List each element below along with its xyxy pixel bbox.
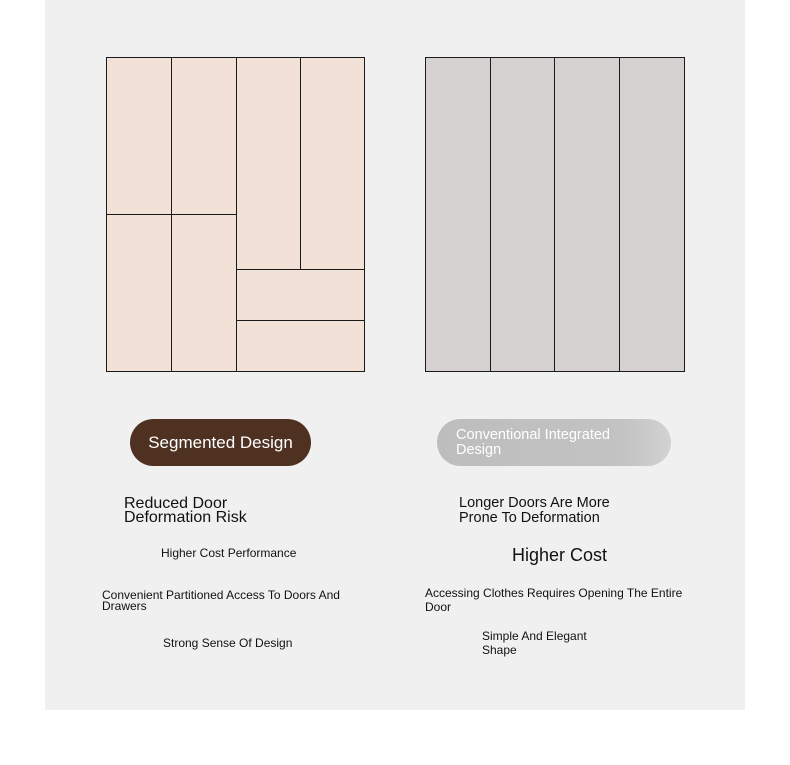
conventional-button-label: Conventional Integrated Design (456, 426, 610, 458)
wardrobe-door (236, 57, 302, 270)
wardrobe-door (171, 57, 237, 215)
feature-opening-entire-door: Accessing Clothes Requires Opening The Entire Door (425, 586, 683, 614)
segmented-design-button[interactable]: Segmented Design (130, 419, 311, 466)
conventional-integrated-design-button[interactable] (437, 419, 671, 466)
wardrobe-door (106, 214, 172, 372)
wardrobe-door (171, 214, 237, 372)
wardrobe-door (619, 57, 685, 372)
wardrobe-door (490, 57, 556, 372)
wardrobe-drawer (236, 269, 365, 321)
wardrobe-door (554, 57, 620, 372)
wardrobe-door (425, 57, 491, 372)
feature-simple-elegant-shape: Simple And Elegant Shape (482, 629, 587, 657)
wardrobe-door (300, 57, 365, 270)
feature-higher-cost: Higher Cost (512, 545, 608, 565)
feature-higher-cost-performance: Higher Cost Performance (161, 546, 297, 560)
feature-sense-of-design: Strong Sense Of Design (163, 636, 293, 650)
feature-longer-doors-deformation: Longer Doors Are More Prone To Deformation (459, 495, 610, 526)
feature-partitioned-access: Convenient Partitioned Access To Doors And Drawers (102, 588, 340, 613)
wardrobe-drawer (236, 320, 365, 372)
wardrobe-door (106, 57, 172, 215)
feature-reduced-deformation: Reduced Door Deformation Risk (124, 495, 247, 526)
